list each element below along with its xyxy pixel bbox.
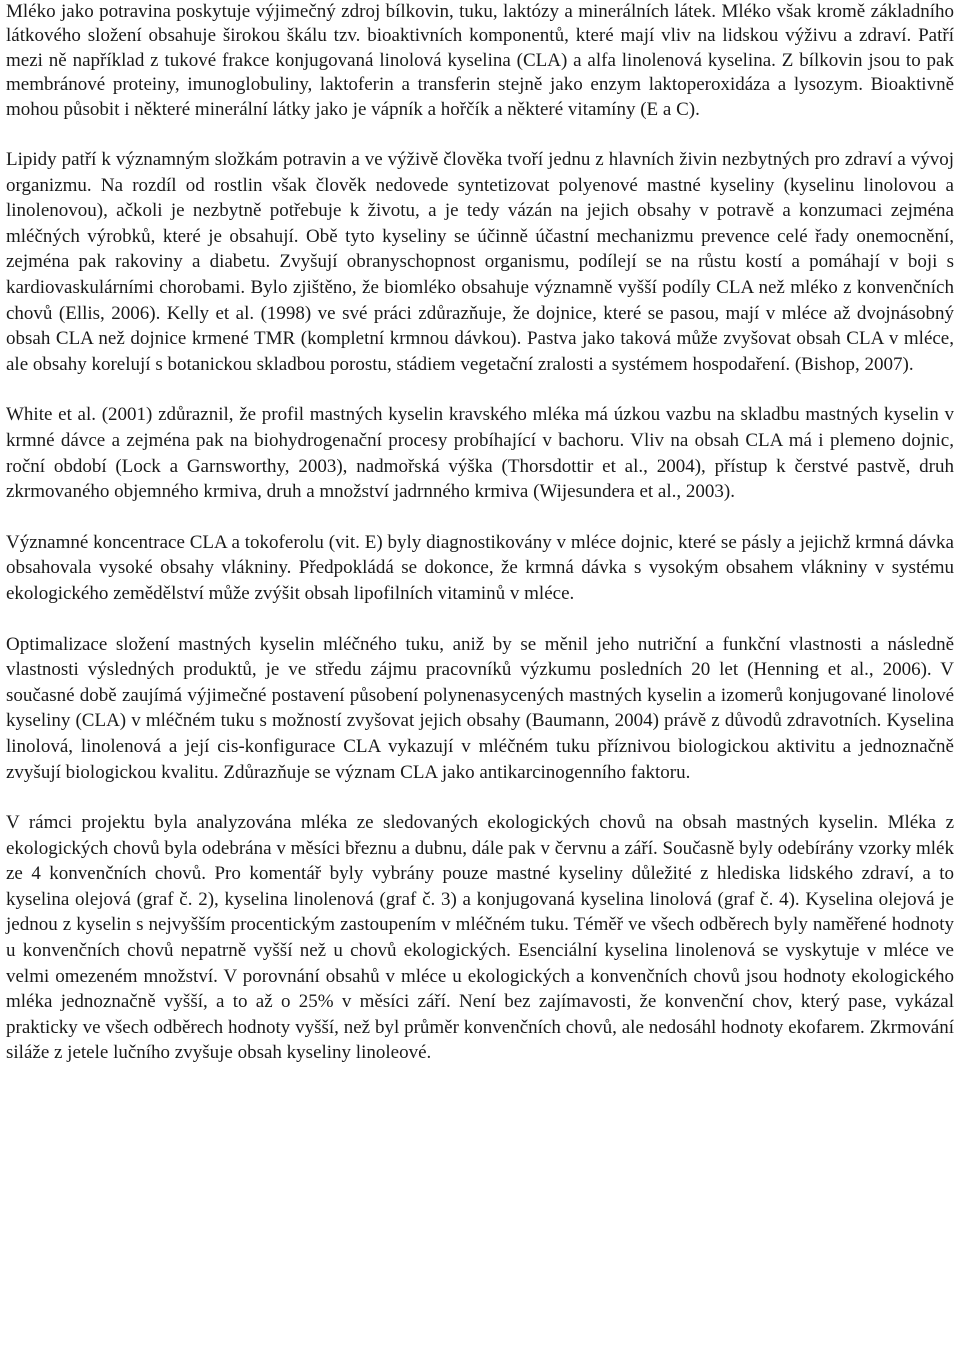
paragraph-gap bbox=[6, 785, 954, 810]
paragraph-lipids: Lipidy patří k významným složkám potravin a ve výživě člověka tvoří jednu z hlavních živin nezbytných pro zdraví a vývoj organizmu. Na rozdíl od rostlin však člověk nedovede syntetizovat polyenové mastné kyseliny (kyselinu linolovou a linolenovou), ačkoli je nezbytně potřebuje k životu, a je tedy vázán na jejich obsahy v potravě a konzumaci zejména mléčných výrobků, které je obsahují. Obě tyto kyseliny se účinně účastní mechanizmu prevence celé řady onemocnění, zejména pak rakoviny a diabetu. Zvyšují obranyschopnost organismu, podílejí se na růstu kostí a pomáhají v boji s kardiovaskulárními chorobami. Bylo zjištěno, že biomléko obsahuje významně vyšší podíly CLA než mléko z konvenčních chovů (Ellis, 2006). Kelly et al. (1998) ve své práci zdůrazňuje, že dojnice, které se pasou, mají v mléce až dvojnásobný obsah CLA než dojnice krmené TMR (kompletní krmnou dávkou). Pastva jako taková může zvyšovat obsah CLA v mléce, ale obsahy korelují s botanickou skladbou porostu, stádiem vegetační zralosti a systémem hospodaření. (Bishop, 2007). bbox=[6, 149, 954, 375]
paragraph-gap bbox=[6, 122, 954, 147]
paragraph-cla-tocopherol: Významné koncentrace CLA a tokoferolu (vit. E) byly diagnostikovány v mléce dojnic, které se pásly a jejichž krmná dávka obsahovala vysoké obsahy vlákniny. Předpokládá se dokonce, že krmná dávka s vysokým obsahem vlákniny v systému ekologického zemědělství může zvýšit obsah lipofilních vitaminů v mléce. bbox=[6, 531, 954, 604]
paragraph-bioactive-components: Mléko jako potravina poskytuje výjimečný zdroj bílkovin, tuku, laktózy a minerálních látek. Mléko však kromě základního látkového složení obsahuje širokou škálu tzv. bioaktivních komponentů, které mají vliv na lidskou výživu a zdraví. Patří mezi ně například z tukové frakce konjugovaná linolová kyselina (CLA) a alfa linolenová kyselina. Z bílkovin jsou to pak membránové proteiny, imunoglobuliny, laktoferin a transferin stejně jako enzym laktoperoxidáza a lysozym. Bioaktivně mohou působit i některé minerální látky jako je vápník a hořčík a některé vitamíny (E a C). bbox=[6, 1, 954, 120]
paragraph-fatty-acid-profile: White et al. (2001) zdůraznil, že profil mastných kyselin kravského mléka má úzkou vazbu na skladbu mastných kyselin v krmné dávce a zejména pak na biohydrogenační procesy probíhající v bachoru. Vliv na obsah CLA má i plemeno dojnic, roční období (Lock a Garnsworthy, 2003), nadmořská výška (Thorsdottir et al., 2004), přístup k čerstvé pastvě, druh zkrmovaného objemného krmiva, druh a množství jadrnného krmiva (Wijesundera et al., 2003). bbox=[6, 404, 954, 503]
paragraph-project-analysis: V rámci projektu byla analyzována mléka ze sledovaných ekologických chovů na obsah mastných kyselin. Mléka z ekologických chovů byla odebrána v měsíci březnu a dubnu, dále pak v červnu a září. Současně byly odebírány vzorky mlék ze 4 konvenčních chovů. Pro komentář byly vybrány pouze mastné kyseliny důležité z hlediska lidského zdraví, a to kyselina olejová (graf č. 2), kyselina linolenová (graf č. 3) a konjugovaná kyselina linolová (graf č. 4). Kyselina olejová je jednou z kyselin s nejvyšším procentickým zastoupením v mléčném tuku. Téměř ve všech odběrech byly naměřené hodnoty u konvenčních chovů nepatrně vyšší než u chovů ekologických. Esenciální kyselina linolenová se vyskytuje v mléce ve velmi omezeném množství. V porovnání obsahů v mléce u ekologických a konvenčních chovů jsou hodnoty ekologického mléka jednoznačně vyšší, a to až o 25% v měsíci září. Není bez zajímavosti, že konvenční chov, který pase, vykázal prakticky ve všech odběrech hodnoty vyšší, než byl průměr konvenčních chovů, ale nedosáhl hodnoty ekofarem. Zkrmování siláže z jetele lučního zvyšuje obsah kyseliny linoleové. bbox=[6, 812, 954, 1064]
paragraph-gap bbox=[6, 377, 954, 402]
paragraph-gap bbox=[6, 505, 954, 530]
document-page bbox=[6, 0, 954, 1066]
paragraph-optimization: Optimalizace složení mastných kyselin mléčného tuku, aniž by se měnil jeho nutriční a funkční vlastnosti a následně vlastnosti výsledných produktů, je ve středu zájmu pracovníků výzkumu posledních 20 let (Henning et al., 2006). V současné době zaujímá výjimečné postavení působení polynenasycených mastných kyselin a izomerů konjugované linolové kyseliny (CLA) v mléčném tuku s možností zvyšovat jejich obsahy (Baumann, 2004) právě z důvodů zdravotních. Kyselina linolová, linolenová a její cis-konfigurace CLA vykazují v mléčném tuku příznivou biologickou aktivitu a jednoznačně zvyšují biologickou kvalitu. Zdůrazňuje se význam CLA jako antikarcinogenního faktoru. bbox=[6, 633, 954, 783]
paragraph-gap bbox=[6, 607, 954, 632]
